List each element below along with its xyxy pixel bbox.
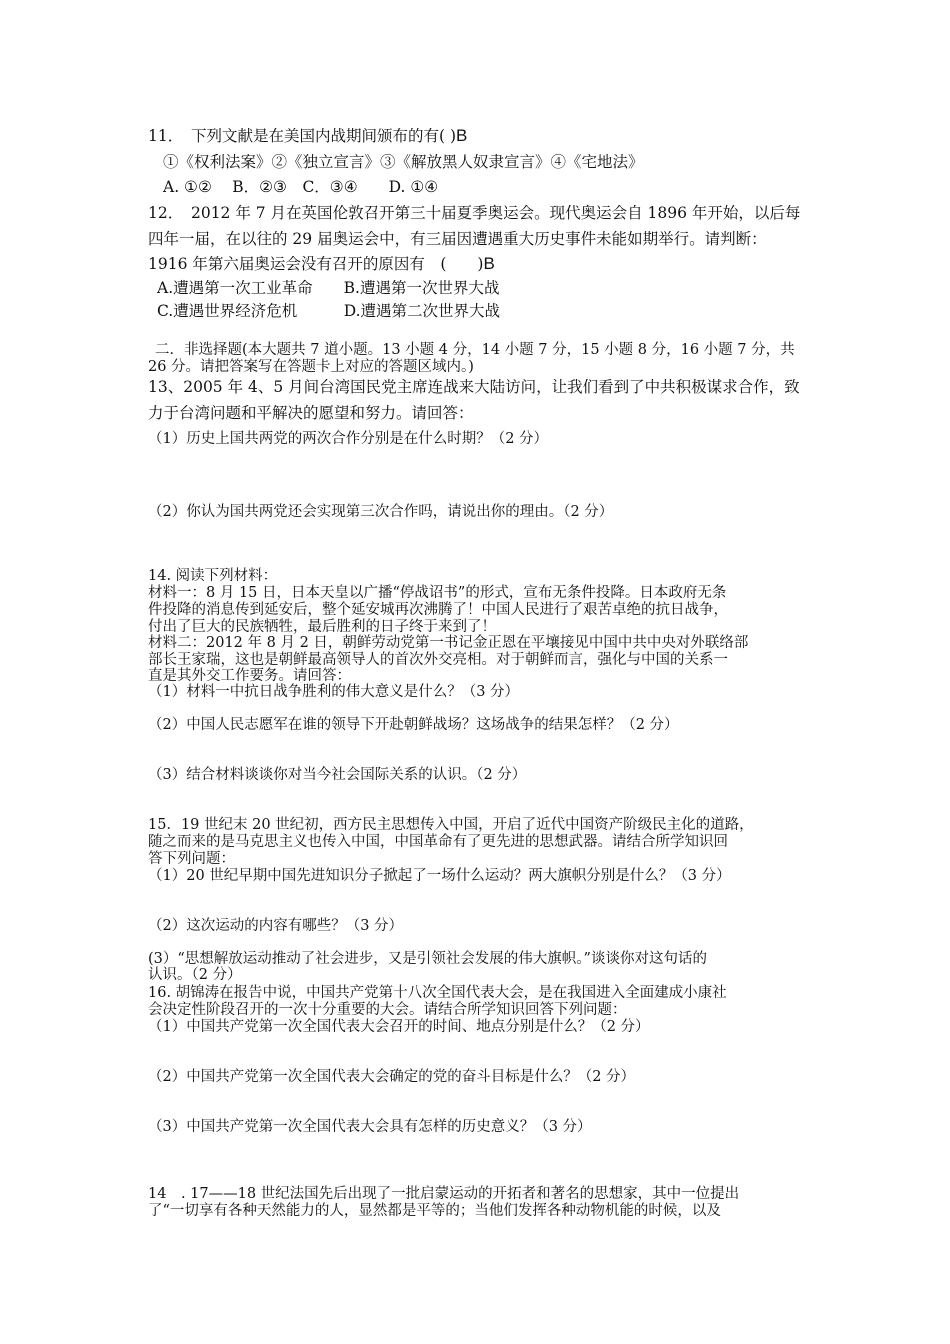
q12-options-cd: C.遭遇世界经济危机 D.遭遇第二次世界大战: [157, 302, 501, 320]
q14b-line1: 14 . 17——18 世纪法国先后出现了一批启蒙运动的开拓者和著名的思想家，其中一位提出: [148, 1186, 740, 1202]
q16-sub3: （3）中国共产党第一次全国代表大会具有怎样的历史意义？（3 分）: [148, 1119, 592, 1135]
q16-line2: 会决定性阶段召开的一次十分重要的大会。请结合所学知识回答下列问题：: [148, 1002, 627, 1018]
q11-answer: B: [456, 126, 468, 145]
q13-sub1: （1）历史上国共两党的两次合作分别是在什么时期？（2 分）: [148, 431, 549, 447]
q14-material1-line3: 付出了巨大的民族牺牲，最后胜利的日子终于来到了！: [148, 619, 496, 635]
q11-items: ①《权利法案》②《独立宣言》③《解放黑人奴隶宣言》④《宅地法》: [163, 153, 644, 171]
q12-line1: 12． 2012 年 7 月在英国伦敦召开第三十届夏季奥运会。现代奥运会自 1896 年开始，以后每: [148, 204, 801, 222]
q11-options: A. ①② B．②③ C．③④ D. ①④: [163, 178, 439, 196]
q13-line2: 力于台湾问题和平解决的愿望和努力。请回答：: [148, 404, 474, 422]
q15-sub3-line1: (3）“思想解放运动推动了社会进步，又是引领社会发展的伟大旗帜。”谈谈你对这句话的: [148, 951, 707, 967]
q12-answer: B: [483, 254, 495, 273]
q12-options-ab: A.遭遇第一次工业革命 B.遭遇第一次世界大战: [157, 279, 500, 297]
q14-material1-line1: 材料一：8 月 15 日，日本天皇以广播“停战诏书”的形式，宣布无条件投降。日本政府无条: [148, 585, 727, 601]
q15-sub2: （2）这次运动的内容有哪些？（3 分）: [148, 918, 404, 934]
section2-line2: 26 分。请把答案写在答题卡上对应的答题区域内。): [148, 359, 474, 375]
q14-intro: 14. 阅读下列材料：: [148, 568, 278, 584]
q15-line1: 15．19 世纪末 20 世纪初，西方民主思想传入中国，开启了近代中国资产阶级民主化的道路，: [148, 817, 754, 833]
q15-line3: 答下列问题：: [148, 851, 235, 867]
q14-sub3: （3）结合材料谈谈你对当今社会国际关系的认识。（2 分）: [148, 767, 527, 783]
q14b-line2: 了“一切享有各种天然能力的人，显然都是平等的；当他们发挥各种动物机能的时候，以及: [148, 1203, 721, 1219]
section2-line1: 二．非选择题(本大题共 7 道小题。13 小题 4 分，14 小题 7 分，15 小题 8 分，16 小题 7 分，共: [155, 342, 795, 358]
q15-sub1: （1）20 世纪早期中国先进知识分子掀起了一场什么运动？两大旗帜分别是什么？（3 分）: [148, 868, 731, 884]
q13-sub2: （2）你认为国共两党还会实现第三次合作吗，请说出你的理由。（2 分）: [148, 504, 614, 520]
q16-line1: 16. 胡锦涛在报告中说，中国共产党第十八次全国代表大会，是在我国进入全面建成小康社: [148, 985, 727, 1001]
q12-line3: 1916 年第六届奥运会没有召开的原因有 ( )B: [148, 254, 495, 273]
q11-stem: 11． 下列文献是在美国内战期间颁布的有( )B: [148, 126, 468, 145]
q14-sub2: （2）中国人民志愿军在谁的领导下开赴朝鲜战场？这场战争的结果怎样？（2 分）: [148, 717, 679, 733]
q15-line2: 随之而来的是马克思主义也传入中国，中国革命有了更先进的思想武器。请结合所学知识回: [148, 834, 728, 850]
q14-material2-line3: 直是其外交工作要务。请回答：: [148, 668, 351, 684]
q14-sub1: （1）材料一中抗日战争胜利的伟大意义是什么？（3 分）: [148, 684, 520, 700]
q14-material2-line2: 部长王家瑞，这也是朝鲜最高领导人的首次外交亮相。对于朝鲜而言，强化与中国的关系一: [148, 652, 728, 668]
q13-line1: 13、2005 年 4、5 月间台湾国民党主席连战来大陆访问，让我们看到了中共积极谋求合作，致: [148, 378, 800, 396]
q16-sub2: （2）中国共产党第一次全国代表大会确定的党的奋斗目标是什么？（2 分）: [148, 1069, 636, 1085]
q15-sub3-line2: 认识。（2 分）: [148, 967, 242, 983]
q12-line2: 四年一届，在以往的 29 届奥运会中，有三届因遭遇重大历史事件未能如期举行。请判断：: [148, 230, 767, 248]
q16-sub1: （1）中国共产党第一次全国代表大会召开的时间、地点分别是什么？（2 分）: [148, 1019, 650, 1035]
q14-material2-line1: 材料二：2012 年 8 月 2 日，朝鲜劳动党第一书记金正恩在平壤接见中国中共中央对外联络部: [148, 635, 749, 651]
q14-material1-line2: 件投降的消息传到延安后，整个延安城再次沸腾了！中国人民进行了艰苦卓绝的抗日战争，: [148, 602, 728, 618]
